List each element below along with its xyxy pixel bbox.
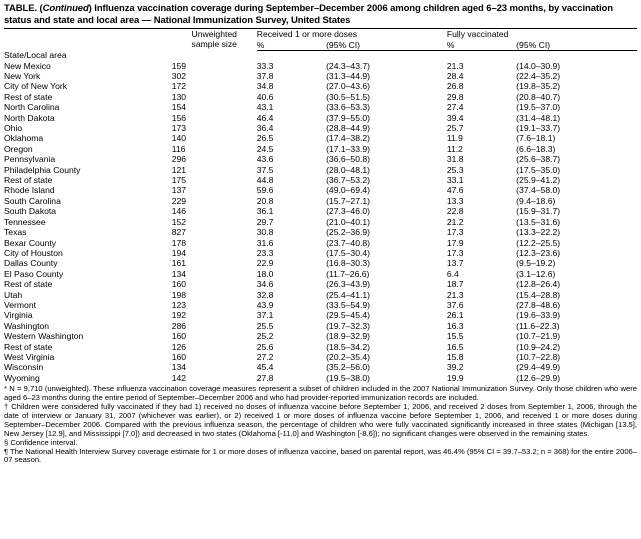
- row-fully-ci: (25.6–38.7): [516, 154, 561, 165]
- table-row: [4, 258, 637, 268]
- row-received-pct: 26.5: [256, 133, 274, 144]
- row-received-ci: (27.0–43.6): [326, 81, 371, 92]
- table-row: [4, 227, 637, 237]
- row-received-pct: 43.9: [256, 299, 274, 310]
- header-fully-ci: (95% CI): [516, 39, 637, 50]
- table-row: [4, 290, 637, 300]
- header-fully-pct: %: [447, 39, 516, 50]
- row-received-ci: (29.5–45.4): [326, 310, 371, 321]
- row-sample-size: 173: [171, 123, 187, 134]
- row-received-pct: 23.3: [256, 247, 274, 258]
- title-prefix: TABLE. (: [4, 3, 43, 14]
- row-received-pct: 29.7: [256, 216, 274, 227]
- header-sample-line2: sample size: [191, 39, 237, 50]
- row-fully-pct: 21.2: [446, 216, 464, 227]
- header-sample-line1: Unweighted: [191, 29, 237, 39]
- row-fully-ci: (19.5–37.0): [516, 102, 561, 113]
- row-area-label: City of New York: [4, 81, 68, 92]
- row-fully-ci: (6.6–18.3): [516, 143, 556, 154]
- header-group-row: [4, 29, 637, 40]
- row-fully-ci: (12.8–26.4): [516, 279, 561, 290]
- row-received-ci: (25.4–41.1): [326, 289, 371, 300]
- row-received-pct: 27.2: [256, 351, 274, 362]
- row-received-pct: 59.6: [256, 185, 274, 196]
- table-row: [4, 269, 637, 279]
- row-fully-pct: 26.1: [446, 310, 464, 321]
- row-area-label: North Carolina: [4, 102, 60, 113]
- row-sample-size: 146: [171, 206, 187, 217]
- row-sample-size: 121: [171, 164, 187, 175]
- row-sample-size: 140: [171, 133, 187, 144]
- row-area-label: Dallas County: [4, 258, 58, 269]
- row-area-label: Wisconsin: [4, 362, 44, 373]
- footnote-4: ¶ The National Health Interview Survey coverage estimate for 1 or more doses of influenza vaccine, based on parental report, was 46.4% (95% CI = 39.7–53.2; n = 368) for the entire 2006–07 season.: [4, 446, 637, 465]
- row-received-ci: (28.0–48.1): [326, 164, 371, 175]
- row-area-label: City of Houston: [4, 247, 63, 258]
- row-sample-size: 123: [171, 299, 187, 310]
- row-fully-ci: (13.5–31.6): [516, 216, 561, 227]
- row-received-ci: (33.6–53.3): [326, 102, 371, 113]
- row-fully-ci: (11.6–22.3): [516, 320, 560, 331]
- row-fully-ci: (29.4–49.9): [516, 362, 561, 373]
- row-sample-size: 160: [171, 279, 187, 290]
- row-received-pct: 46.4: [256, 112, 274, 123]
- footnote-2: † Children were considered fully vaccinated if they had 1) received no doses of influenza vaccine before September 1, 2006, and received 2 doses from September 1, 2006, through the date of interview or January 31, 2007 (whichever was earlier), or 2) received 1 or more doses of influenza vaccine before September 1, 2006, and received 1 or more doses during September–December 2006. Compared with the previous influenza season, the percentage of children who were fully vaccinated significantly increased in three states (Michigan [13.5], New Jersey [12.9], and Mississippi [7.0]) and decreased in two states (Oklahoma [-11.0] and Washington [-8.6]); no significant changes were observed in the remaining states.: [4, 402, 637, 438]
- header-area-label: State/Local area: [4, 50, 67, 61]
- row-received-ci: (21.0–40.1): [326, 216, 371, 227]
- header-received-pct: %: [257, 39, 326, 50]
- row-area-label: El Paso County: [4, 268, 64, 279]
- row-received-pct: 34.8: [256, 81, 274, 92]
- row-received-pct: 22.9: [256, 258, 274, 269]
- row-received-pct: 40.6: [256, 91, 274, 102]
- header-area-row: [4, 50, 637, 60]
- row-received-pct: 43.6: [256, 154, 274, 165]
- row-received-ci: (36.7–53.2): [326, 175, 371, 186]
- row-received-ci: (36.6–50.8): [326, 154, 371, 165]
- row-received-ci: (26.3–43.9): [326, 279, 371, 290]
- row-received-pct: 25.5: [256, 320, 274, 331]
- row-fully-ci: (14.0–30.9): [516, 60, 561, 71]
- row-received-pct: 36.1: [256, 206, 274, 217]
- row-fully-pct: 28.4: [446, 71, 464, 82]
- row-sample-size: 178: [171, 237, 187, 248]
- row-fully-ci: (10.7–21.9): [516, 331, 561, 342]
- row-fully-pct: 47.6: [446, 185, 464, 196]
- table-row: [4, 217, 637, 227]
- row-area-label: Oregon: [4, 143, 33, 154]
- row-fully-ci: (19.8–35.2): [516, 81, 561, 92]
- row-received-ci: (17.5–30.4): [326, 247, 371, 258]
- row-received-ci: (20.2–35.4): [326, 351, 371, 362]
- row-sample-size: 137: [171, 185, 187, 196]
- row-fully-pct: 6.4: [446, 268, 459, 279]
- table-row: [4, 321, 637, 331]
- table-row: [4, 248, 637, 258]
- row-sample-size: 154: [171, 102, 187, 113]
- title-suffix: ) Influenza vaccination coverage during September–December 2006 among children aged 6–23 months, by vaccination status and state and local area — National Immunization Survey, United States: [4, 3, 613, 26]
- row-received-ci: (17.4–38.2): [326, 133, 371, 144]
- row-fully-ci: (19.6–33.9): [516, 310, 561, 321]
- row-area-label: Rest of state: [4, 279, 53, 290]
- table-row: [4, 238, 637, 248]
- row-sample-size: 172: [171, 81, 187, 92]
- row-area-label: Washington: [4, 320, 50, 331]
- row-received-pct: 20.8: [256, 195, 274, 206]
- row-area-label: New York: [4, 71, 41, 82]
- header-spacer-area: [4, 29, 172, 51]
- table-row: [4, 196, 637, 206]
- row-area-label: South Dakota: [4, 206, 57, 217]
- row-fully-pct: 18.7: [446, 279, 464, 290]
- row-area-label: North Dakota: [4, 112, 55, 123]
- row-fully-pct: 16.3: [446, 320, 464, 331]
- row-received-ci: (27.3–46.0): [326, 206, 371, 217]
- row-received-pct: 31.6: [256, 237, 274, 248]
- row-received-pct: 18.0: [256, 268, 274, 279]
- row-fully-pct: 11.9: [446, 133, 463, 144]
- row-area-label: Virginia: [4, 310, 33, 321]
- row-area-label: Utah: [4, 289, 23, 300]
- row-sample-size: 160: [171, 331, 187, 342]
- table-row: [4, 175, 637, 185]
- row-sample-size: 134: [171, 268, 187, 279]
- row-sample-size: 130: [171, 91, 187, 102]
- header-sample-size: [172, 29, 257, 51]
- table-row: [4, 185, 637, 195]
- row-area-label: Ohio: [4, 123, 23, 134]
- row-received-ci: (31.3–44.9): [326, 71, 371, 82]
- row-fully-pct: 29.8: [446, 91, 464, 102]
- row-fully-ci: (19.1–33.7): [516, 123, 561, 134]
- row-received-ci: (35.2–56.0): [326, 362, 371, 373]
- table-title: [0, 0, 641, 28]
- table-row: [4, 362, 637, 372]
- table-row: [4, 206, 637, 216]
- row-area-label: Oklahoma: [4, 133, 44, 144]
- table-head: [4, 29, 637, 61]
- row-fully-pct: 21.3: [446, 60, 464, 71]
- table-row: [4, 310, 637, 320]
- row-area-label: Pennsylvania: [4, 154, 56, 165]
- row-sample-size: 286: [171, 320, 187, 331]
- row-area-label: West Virginia: [4, 351, 55, 362]
- row-area-label: Rest of state: [4, 341, 53, 352]
- table-row: [4, 61, 637, 71]
- row-sample-size: 194: [171, 247, 187, 258]
- row-received-pct: 34.6: [256, 279, 274, 290]
- row-fully-ci: (20.8–40.7): [516, 91, 561, 102]
- row-received-ci: (25.2–36.9): [326, 227, 371, 238]
- table-row: [4, 133, 637, 143]
- row-fully-pct: 33.1: [446, 175, 464, 186]
- row-fully-ci: (12.2–25.5): [516, 237, 561, 248]
- row-fully-ci: (12.3–23.6): [516, 247, 561, 258]
- row-received-pct: 27.8: [256, 372, 274, 383]
- row-fully-ci: (3.1–12.6): [516, 268, 556, 279]
- row-received-pct: 32.8: [256, 289, 274, 300]
- footnotes-block: [4, 385, 637, 465]
- row-received-ci: (18.5–34.2): [326, 341, 371, 352]
- row-area-label: Texas: [4, 227, 27, 238]
- row-area-label: Philadelphia County: [4, 164, 81, 175]
- table-row: [4, 154, 637, 164]
- row-fully-ci: (9.4–18.6): [516, 195, 556, 206]
- row-fully-ci: (25.9–41.2): [516, 175, 561, 186]
- row-area-label: Western Washington: [4, 331, 84, 342]
- row-received-pct: 36.4: [256, 123, 274, 134]
- row-fully-ci: (10.7–22.8): [516, 351, 561, 362]
- row-fully-ci: (27.8–48.6): [516, 299, 561, 310]
- table-row: [4, 144, 637, 154]
- row-received-pct: 25.2: [256, 331, 274, 342]
- title-continued: Continued: [42, 3, 89, 14]
- row-fully-ci: (15.4–28.8): [516, 289, 561, 300]
- row-received-ci: (37.9–55.0): [326, 112, 371, 123]
- vaccination-coverage-table: [4, 28, 637, 383]
- row-area-label: Wyoming: [4, 372, 40, 383]
- header-area-filler: [172, 50, 637, 60]
- table-row: [4, 300, 637, 310]
- row-area-label: Rhode Island: [4, 185, 55, 196]
- row-area-label: Rest of state: [4, 175, 53, 186]
- header-fully-group: Fully vaccinated: [447, 29, 637, 40]
- row-received-pct: 43.1: [256, 102, 274, 113]
- table-row: [4, 342, 637, 352]
- row-area-label: Tennessee: [4, 216, 46, 227]
- table-row: [4, 352, 637, 362]
- row-sample-size: 827: [171, 227, 187, 238]
- footnote-3: § Confidence interval.: [4, 437, 78, 447]
- row-received-pct: 33.3: [256, 60, 274, 71]
- row-sample-size: 160: [171, 351, 187, 362]
- row-fully-ci: (9.5–19.2): [516, 258, 556, 269]
- row-received-ci: (28.8–44.9): [326, 123, 371, 134]
- row-sample-size: 296: [171, 154, 187, 165]
- row-received-ci: (19.7–32.3): [326, 320, 371, 331]
- table-row: [4, 81, 637, 91]
- row-fully-pct: 22.8: [446, 206, 464, 217]
- row-fully-pct: 21.3: [446, 289, 464, 300]
- table-row: [4, 279, 637, 289]
- row-sample-size: 142: [171, 372, 187, 383]
- table-row: [4, 113, 637, 123]
- row-fully-ci: (15.9–31.7): [516, 206, 561, 217]
- row-fully-ci: (17.5–35.0): [516, 164, 561, 175]
- table-row: [4, 71, 637, 81]
- row-received-ci: (33.5–54.9): [326, 299, 371, 310]
- footnote-1: * N = 9,710 (unweighted). These influenza vaccination coverage measures represent a subset of children included in the 2007 National Immunization Survey. Only those children who were aged 6–23 months during the entire period of September–December 2006 and who had provider-reported immunization records are included.: [4, 384, 637, 403]
- row-fully-pct: 11.2: [446, 143, 463, 154]
- row-fully-pct: 15.8: [446, 351, 464, 362]
- table-row: [4, 373, 637, 383]
- row-sample-size: 134: [171, 362, 187, 373]
- row-fully-pct: 19.9: [446, 372, 464, 383]
- table-row: [4, 331, 637, 341]
- row-sample-size: 198: [171, 289, 187, 300]
- row-received-ci: (23.7–40.8): [326, 237, 371, 248]
- row-sample-size: 229: [171, 195, 187, 206]
- row-received-pct: 37.1: [256, 310, 274, 321]
- row-fully-ci: (37.4–58.0): [516, 185, 561, 196]
- row-sample-size: 175: [171, 175, 187, 186]
- row-fully-ci: (31.4–48.1): [516, 112, 561, 123]
- row-received-ci: (24.3–43.7): [326, 60, 371, 71]
- row-fully-pct: 17.3: [446, 227, 464, 238]
- row-received-ci: (18.9–32.9): [326, 331, 371, 342]
- row-received-pct: 30.8: [256, 227, 274, 238]
- row-fully-pct: 16.5: [446, 341, 464, 352]
- header-received-group: Received 1 or more doses: [257, 29, 447, 40]
- row-fully-pct: 25.3: [446, 164, 464, 175]
- row-received-ci: (11.7–26.6): [326, 268, 370, 279]
- header-received-ci: (95% CI): [326, 39, 447, 50]
- row-fully-pct: 15.5: [446, 331, 464, 342]
- row-fully-pct: 13.3: [446, 195, 464, 206]
- row-area-label: Bexar County: [4, 237, 57, 248]
- row-sample-size: 159: [171, 60, 187, 71]
- row-sample-size: 152: [171, 216, 187, 227]
- row-sample-size: 126: [171, 341, 187, 352]
- row-area-label: Vermont: [4, 299, 37, 310]
- row-sample-size: 192: [171, 310, 187, 321]
- row-area-label: Rest of state: [4, 91, 53, 102]
- row-sample-size: 161: [171, 258, 187, 269]
- row-received-ci: (16.8–30.3): [326, 258, 371, 269]
- row-area-label: New Mexico: [4, 60, 51, 71]
- table-row: [4, 165, 637, 175]
- row-fully-pct: 39.2: [446, 362, 464, 373]
- row-fully-pct: 25.7: [446, 123, 464, 134]
- row-sample-size: 156: [171, 112, 187, 123]
- row-fully-pct: 39.4: [446, 112, 464, 123]
- row-received-pct: 37.5: [256, 164, 274, 175]
- row-fully-pct: 27.4: [446, 102, 464, 113]
- row-received-ci: (49.0–69.4): [326, 185, 371, 196]
- row-sample-size: 302: [171, 71, 187, 82]
- row-received-pct: 44.8: [256, 175, 274, 186]
- row-fully-ci: (10.9–24.2): [516, 341, 561, 352]
- row-fully-pct: 26.8: [446, 81, 464, 92]
- row-received-ci: (17.1–33.9): [326, 143, 371, 154]
- row-received-pct: 24.5: [256, 143, 274, 154]
- row-sample-size: 116: [171, 143, 186, 154]
- row-received-pct: 25.6: [256, 341, 274, 352]
- row-fully-ci: (7.6–18.1): [516, 133, 556, 144]
- row-received-ci: (15.7–27.1): [326, 195, 371, 206]
- table-row: [4, 123, 637, 133]
- row-fully-pct: 37.6: [446, 299, 464, 310]
- row-fully-ci: (22.4–35.2): [516, 71, 561, 82]
- row-received-pct: 45.4: [256, 362, 274, 373]
- table-body: [4, 61, 637, 384]
- row-fully-pct: 13.7: [446, 258, 464, 269]
- row-received-pct: 37.8: [256, 71, 274, 82]
- table-row: [4, 102, 637, 112]
- row-fully-pct: 17.3: [446, 247, 464, 258]
- row-received-ci: (19.5–38.0): [326, 372, 371, 383]
- row-fully-pct: 31.8: [446, 154, 464, 165]
- table-row: [4, 92, 637, 102]
- row-fully-pct: 17.9: [446, 237, 464, 248]
- row-received-ci: (30.5–51.5): [326, 91, 371, 102]
- row-area-label: South Carolina: [4, 195, 61, 206]
- row-fully-ci: (12.6–29.9): [516, 372, 561, 383]
- row-fully-ci: (13.3–22.2): [516, 227, 561, 238]
